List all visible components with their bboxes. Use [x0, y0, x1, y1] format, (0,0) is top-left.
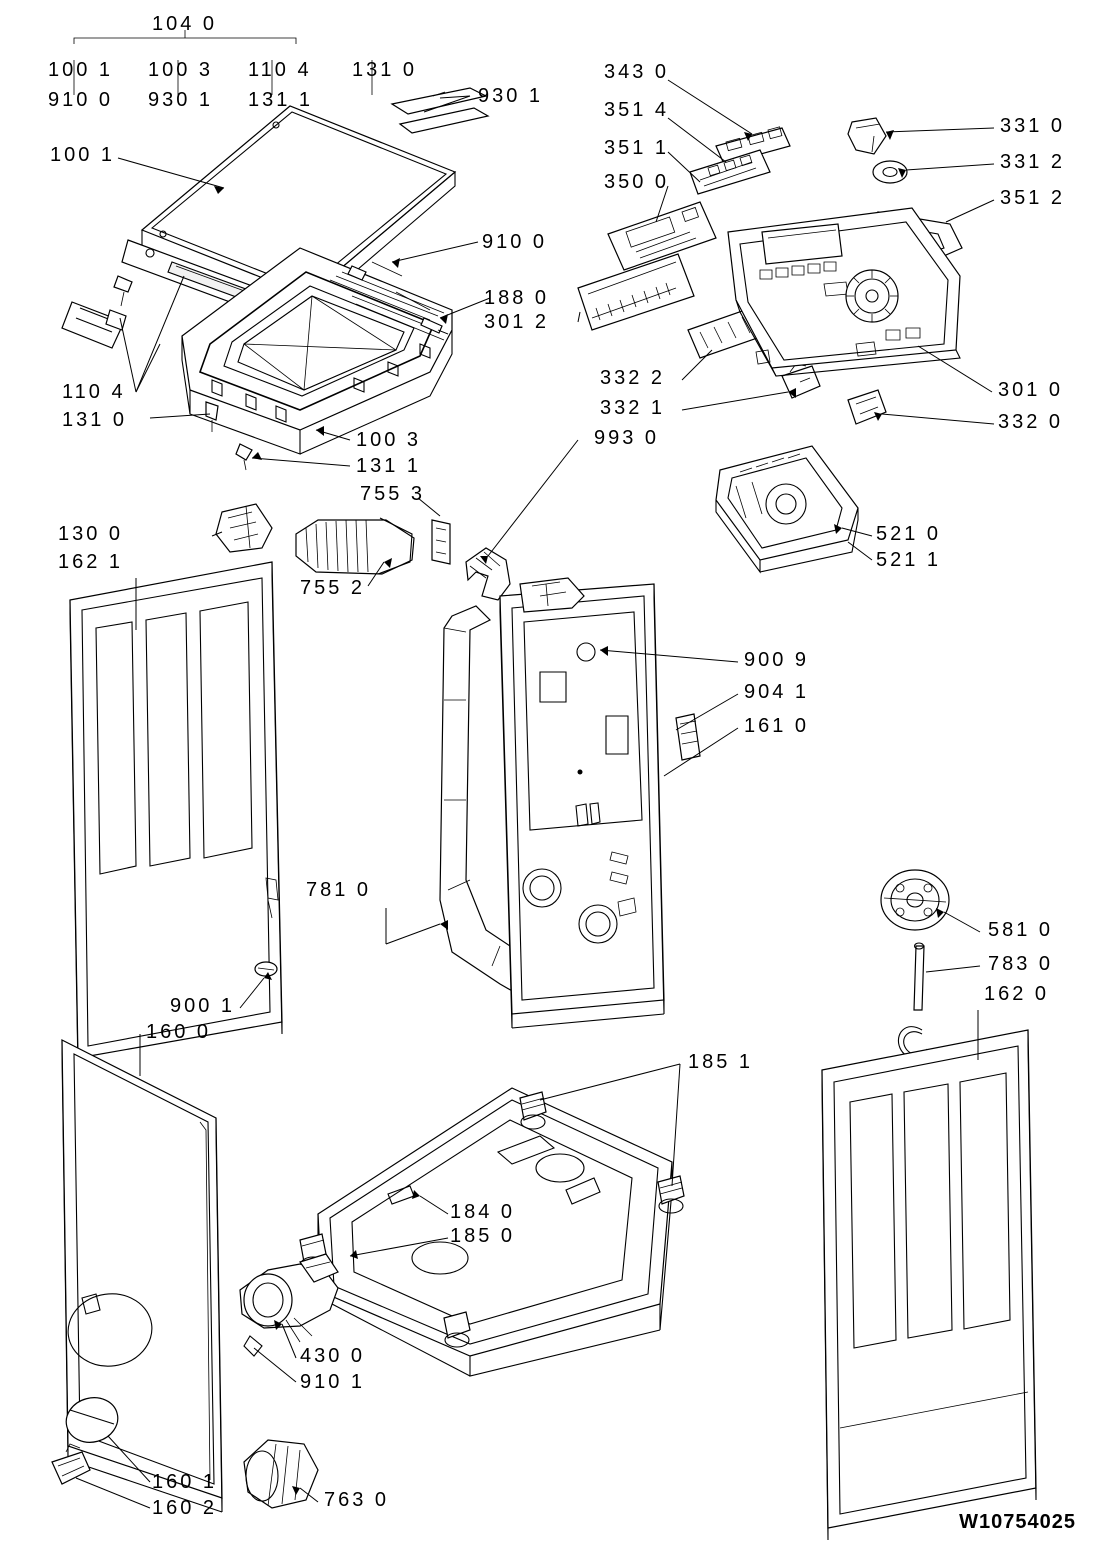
callout-group-104-0: 104 0: [152, 13, 218, 35]
callout-430-0: 430 0: [300, 1345, 366, 1367]
callout-755-2: 755 2: [300, 577, 366, 599]
callout-100-1: 100 1: [50, 144, 116, 166]
dispenser-assembly: [716, 446, 858, 572]
callout-351-2: 351 2: [1000, 187, 1066, 209]
lid-screw-parts: [62, 276, 132, 348]
callout-184-0: 184 0: [450, 1201, 516, 1223]
callout-332-1: 332 1: [600, 397, 666, 419]
callout-581-0: 581 0: [988, 919, 1054, 941]
callout-755-3: 755 3: [360, 483, 426, 505]
callout-351-4: 351 4: [604, 99, 670, 121]
screws: [206, 402, 252, 470]
callout-131-0-top: 131 0: [352, 59, 418, 81]
pulley-581: [881, 870, 949, 930]
callout-332-0: 332 0: [998, 411, 1064, 433]
callout-910-0-top: 910 0: [48, 89, 114, 111]
knob-331-0: [848, 118, 886, 154]
rear-panel: [500, 578, 700, 1028]
callout-100-3: 100 3: [356, 429, 422, 451]
switch-130-0: [216, 504, 272, 552]
callout-331-2: 331 2: [1000, 151, 1066, 173]
callout-783-0: 783 0: [988, 953, 1054, 975]
callout-160-0: 160 0: [146, 1021, 212, 1043]
boot-763: [244, 1440, 318, 1508]
callout-110-4: 110 4: [62, 381, 126, 403]
callout-332-2: 332 2: [600, 367, 666, 389]
clip-332-1: [782, 364, 820, 398]
callout-763-0: 763 0: [324, 1489, 390, 1511]
callout-351-1: 351 1: [604, 137, 670, 159]
clamp-900-1: [255, 962, 277, 976]
callout-185-1: 185 1: [688, 1051, 754, 1073]
callout-160-1: 160 1: [152, 1471, 218, 1493]
callout-350-0: 350 0: [604, 171, 670, 193]
bellows-hose: [296, 518, 450, 574]
side-panel-right: [822, 1030, 1036, 1540]
callout-161-0: 161 0: [744, 715, 810, 737]
callout-993-0: 993 0: [594, 427, 660, 449]
callout-904-1: 904 1: [744, 681, 810, 703]
callout-910-0: 910 0: [482, 231, 548, 253]
callout-930-1: 930 1: [478, 85, 544, 107]
callout-930-1-top: 930 1: [148, 89, 214, 111]
callout-900-9: 900 9: [744, 649, 810, 671]
callout-185-0: 185 0: [450, 1225, 516, 1247]
callout-301-2: 301 2: [484, 311, 550, 333]
callout-188-0: 188 0: [484, 287, 550, 309]
callout-343-0: 343 0: [604, 61, 670, 83]
callout-900-1: 900 1: [170, 995, 236, 1017]
callout-162-0: 162 0: [984, 983, 1050, 1005]
callout-131-1: 131 1: [356, 455, 422, 477]
callout-781-0: 781 0: [306, 879, 372, 901]
callout-130-0: 130 0: [58, 523, 124, 545]
document-id: W10754025: [959, 1511, 1076, 1533]
callout-131-1-top: 131 1: [248, 89, 314, 111]
callout-521-0: 521 0: [876, 523, 942, 545]
hinge-strips: [392, 88, 488, 133]
callout-301-0: 301 0: [998, 379, 1064, 401]
callout-521-1: 521 1: [876, 549, 942, 571]
callout-110-4-top: 110 4: [248, 59, 312, 81]
shaft-783: [914, 943, 924, 1010]
callout-162-1: 162 1: [58, 551, 124, 573]
callout-331-0: 331 0: [1000, 115, 1066, 137]
bracket-332-0: [848, 390, 886, 424]
callout-131-0: 131 0: [62, 409, 128, 431]
callout-100-3-top: 100 3: [148, 59, 214, 81]
group-leaders: [74, 60, 372, 95]
callout-160-2: 160 2: [152, 1497, 218, 1519]
callout-910-1: 910 1: [300, 1371, 366, 1393]
callout-100-1-top: 100 1: [48, 59, 114, 81]
side-panel-left: [70, 562, 282, 1070]
